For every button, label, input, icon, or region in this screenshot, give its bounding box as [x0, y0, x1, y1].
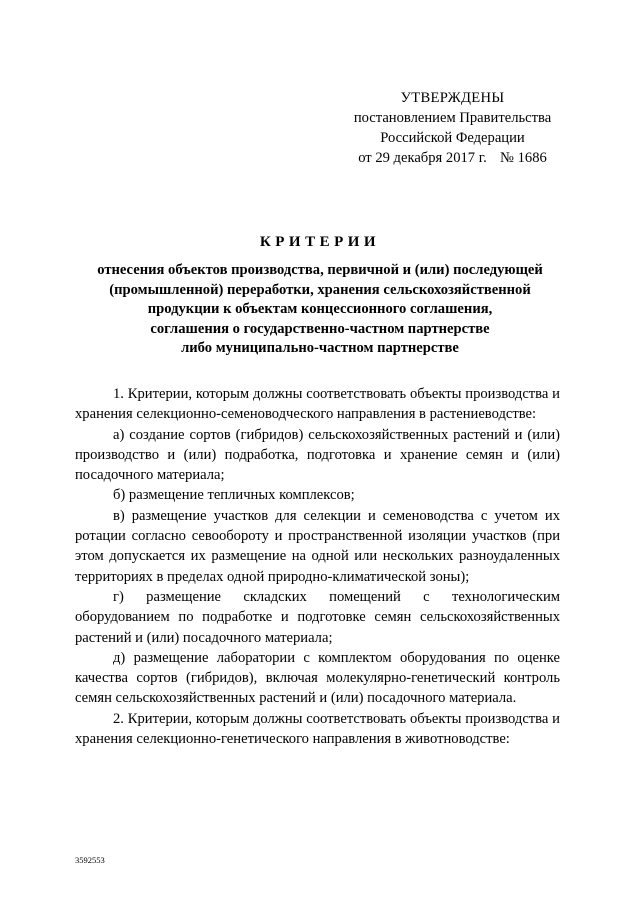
subtitle-line: (промышленной) переработки, хранения сельскохозяйственной — [109, 281, 531, 298]
approval-number: 1686 — [517, 150, 547, 166]
paragraph-item-g: г) размещение складских помещений с технологическим оборудованием по подработке и подготовке семян сельскохозяйственных растений и (или) посадочного материала; — [75, 588, 560, 646]
paragraph-item-b: б) размещение тепличных комплексов; — [113, 487, 355, 504]
approval-line-government: постановлением Правительства — [353, 110, 552, 126]
paragraph-criteria-1: 1. Критерии, которым должны соответствовать объекты производства и хранения селекционно-семеноводческого направления в растениеводстве: — [75, 386, 560, 423]
subtitle-line: либо муниципально-частном партнерстве — [181, 340, 459, 357]
document-subtitle — [75, 261, 565, 359]
paragraph-criteria-2: 2. Критерии, которым должны соответствовать объекты производства и хранения селекционно-генетического направления в животноводстве: — [75, 710, 560, 748]
document-body — [75, 384, 560, 749]
document-title: КРИТЕРИИ — [259, 234, 381, 250]
subtitle-line: продукции к объектам концессионного соглашения, — [147, 301, 493, 318]
approval-line-federation: Российской Федерации — [380, 130, 525, 146]
approval-date: от 29 декабря 2017 г. — [358, 150, 487, 166]
document-code: 3592553 — [75, 855, 105, 865]
subtitle-line: отнесения объектов производства, первичной и (или) последующей — [97, 262, 543, 278]
paragraph-item-d: д) размещение лаборатории с комплектом оборудования по оценке качества сортов (гибридов), включая молекулярно-генетический контроль семян сельскохозяйственных растений и (или) посадочного материала. — [75, 649, 560, 707]
approval-date-number — [340, 148, 565, 168]
approval-block — [340, 88, 565, 168]
approval-number-sign: № — [500, 150, 514, 166]
approval-title: УТВЕРЖДЕНЫ — [400, 90, 505, 106]
paragraph-item-a: а) создание сортов (гибридов) сельскохозяйственных растений и (или) производство и (или) подработка, подготовка и хранение семян и (или) посадочного материала; — [75, 426, 560, 484]
paragraph-item-v: в) размещение участков для селекции и семеноводства с учетом их ротации согласно севообороту и пространственной изоляции участков (при этом допускается их размещение на одной или нескольких разноудаленных территориях в пределах одной природно-климатической зоны); — [75, 507, 560, 585]
subtitle-line: соглашения о государственно-частном партнерстве — [150, 320, 490, 337]
